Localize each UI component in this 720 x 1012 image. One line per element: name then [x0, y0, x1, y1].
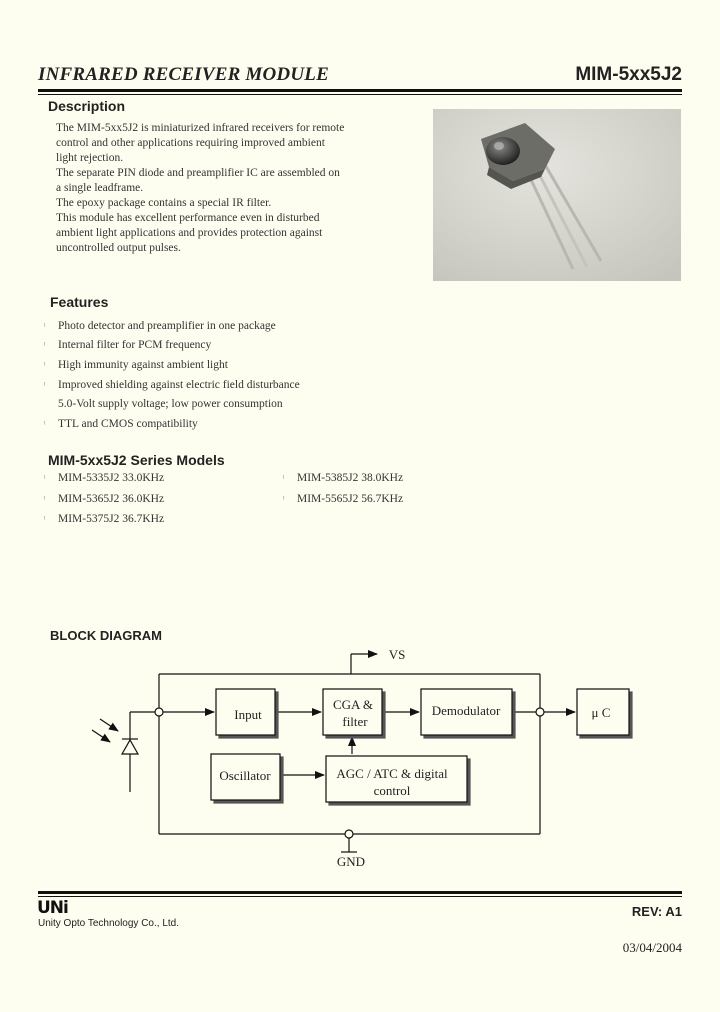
list-item	[283, 493, 403, 505]
agc-label-2: control	[373, 783, 411, 798]
bullet-icon: ˡ	[44, 320, 46, 331]
product-photo	[433, 109, 681, 281]
bullet-icon: ˡ	[283, 473, 285, 483]
company-logo: UNi	[37, 898, 68, 918]
description-heading: Description	[48, 98, 126, 114]
features-heading: Features	[50, 294, 109, 310]
node	[536, 708, 544, 716]
cga-label-2: filter	[342, 714, 368, 729]
description-text	[56, 121, 346, 256]
gnd-label: GND	[336, 854, 366, 869]
footer-rule-thin	[38, 896, 682, 897]
uc-label: μ C	[591, 705, 611, 720]
list-item	[44, 355, 300, 375]
part-number: MIM-5xx5J2	[575, 64, 682, 85]
revision: REV: A1	[631, 904, 682, 919]
ir-receiver-image	[433, 109, 681, 281]
features-list	[44, 316, 300, 434]
vs-label: VS	[388, 647, 406, 662]
list-item	[44, 336, 300, 356]
models-heading: MIM-5xx5J2 Series Models	[48, 452, 225, 468]
header-rule-thin	[38, 94, 682, 95]
agc-label-1: AGC / ATC & digital	[336, 766, 448, 781]
list-item	[44, 493, 164, 505]
list-item	[44, 414, 300, 434]
bullet-icon: ˡ	[44, 379, 46, 390]
list-item	[44, 472, 164, 484]
feature-text: TTL and CMOS compatibility	[58, 417, 198, 430]
document-date: 03/04/2004	[622, 940, 682, 955]
model-text: MIM-5375J2 36.7KHz	[58, 513, 165, 525]
feature-text: Internal filter for PCM frequency	[58, 339, 212, 352]
node	[155, 708, 163, 716]
bullet-icon: ˡ	[44, 418, 46, 429]
block-diagram-heading: BLOCK DIAGRAM	[50, 628, 162, 643]
bullet-icon: ˡ	[44, 494, 46, 504]
bullet-icon: ˡ	[44, 340, 46, 351]
model-text: MIM-5335J2 33.0KHz	[58, 472, 165, 484]
list-item	[44, 513, 164, 525]
model-text: MIM-5365J2 36.0KHz	[58, 493, 165, 505]
cga-label-1: CGA &	[332, 697, 374, 712]
bullet-icon: ˡ	[44, 514, 46, 524]
description-paragraph: The MIM-5xx5J2 is miniaturized infrared receivers for remote control and other applications requiring improved ambient light rejection.	[56, 122, 345, 164]
description-paragraph: This module has excellent performance even in disturbed ambient light applications and provides protection against uncontrolled output pulses.	[56, 212, 323, 254]
model-text: MIM-5385J2 38.0KHz	[297, 472, 404, 484]
footer-rule	[38, 891, 682, 894]
description-paragraph: The separate PIN diode and preamplifier IC are assembled on a single leadframe.	[56, 167, 340, 194]
feature-text: Improved shielding against electric field disturbance	[58, 378, 300, 391]
block-diagram	[0, 640, 720, 875]
list-item	[283, 472, 403, 484]
feature-text: High immunity against ambient light	[58, 358, 228, 371]
header-rule	[38, 89, 682, 92]
demodulator-label: Demodulator	[431, 703, 501, 718]
feature-text: 5.0-Volt supply voltage; low power consumption	[58, 398, 283, 411]
list-item	[44, 316, 300, 336]
document-title: INFRARED RECEIVER MODULE	[38, 64, 329, 85]
feature-text: Photo detector and preamplifier in one package	[58, 319, 276, 332]
model-text: MIM-5565J2 56.7KHz	[297, 493, 404, 505]
bullet-icon: ˡ	[44, 359, 46, 370]
bullet-icon: ˡ	[44, 473, 46, 483]
description-paragraph: The epoxy package contains a special IR filter.	[56, 197, 272, 209]
bullet-icon: ˡ	[283, 494, 285, 504]
list-item	[44, 394, 300, 414]
oscillator-label: Oscillator	[219, 768, 271, 783]
input-label: Input	[234, 707, 262, 722]
node	[345, 830, 353, 838]
list-item	[44, 375, 300, 395]
company-name: Unity Opto Technology Co., Ltd.	[38, 918, 180, 929]
